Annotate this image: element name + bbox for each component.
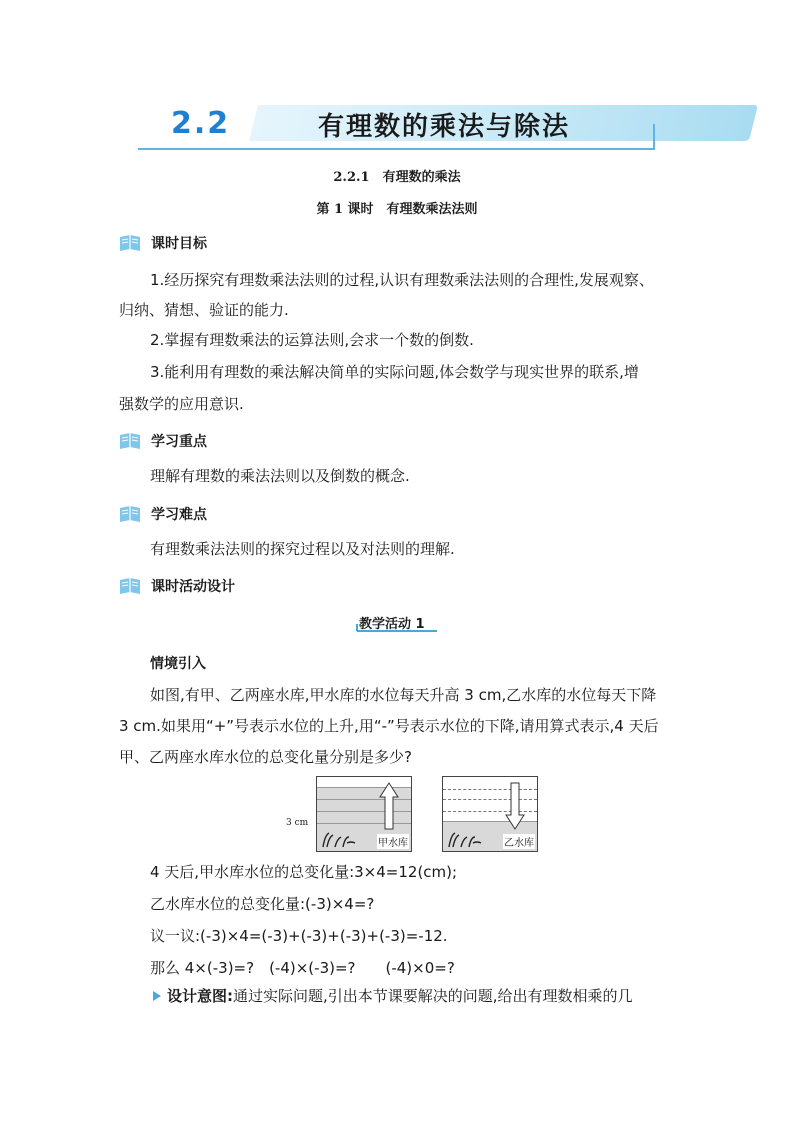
- section-title: 有理数的乘法与除法: [318, 112, 571, 142]
- difficulty-text: 有理数乘法法则的探究过程以及对法则的理解.: [150, 540, 455, 558]
- header-rule: [138, 148, 655, 150]
- arrow-down-icon: [505, 781, 525, 831]
- reservoir-b-caption: 乙水库: [503, 834, 535, 849]
- goal-line: 归纳、猜想、验证的能力.: [119, 301, 289, 319]
- key-point-text: 理解有理数的乘法法则以及倒数的概念.: [150, 467, 410, 485]
- activity-tag: [355, 612, 439, 634]
- grass-icon: [447, 829, 487, 849]
- goal-line: 1.经历探究有理数乘法法则的过程,认识有理数乘法法则的合理性,发展观察、: [150, 271, 654, 289]
- section-label: 学习难点: [151, 507, 207, 523]
- design-intent: [167, 986, 633, 1006]
- section-goals: [119, 232, 207, 254]
- intro-label: 情境引入: [150, 656, 206, 672]
- triangle-bullet-icon: [153, 991, 161, 1001]
- calc-line: 4 天后,甲水库水位的总变化量:3×4=12(cm);: [150, 863, 458, 881]
- section-label: 课时活动设计: [151, 579, 235, 595]
- calc-line: 乙水库水位的总变化量:(-3)×4=?: [150, 895, 375, 913]
- lesson-title: 第 1 课时 有理数乘法法则: [316, 202, 478, 217]
- activity-label: 教学活动 1: [359, 617, 425, 632]
- section-difficulty: [119, 503, 207, 525]
- section-activity-design: [119, 575, 235, 597]
- reservoir-b: [442, 776, 538, 852]
- grass-icon: [321, 829, 361, 849]
- design-intent-label: 设计意图:: [167, 987, 233, 1005]
- design-intent-text: 通过实际问题,引出本节课要解决的问题,给出有理数相乘的几: [233, 987, 633, 1005]
- section-label: 课时目标: [151, 236, 207, 252]
- chapter-header: [138, 100, 658, 156]
- reservoir-a-caption: 甲水库: [377, 834, 409, 849]
- goal-line: 强数学的应用意识.: [119, 395, 244, 413]
- goal-line: 2.掌握有理数乘法的运算法则,会求一个数的倒数.: [150, 331, 474, 349]
- calc-line: 那么 4×(-3)=? (-4)×(-3)=? (-4)×0=?: [150, 959, 455, 977]
- reservoir-figure: [282, 774, 542, 854]
- book-icon: [119, 431, 141, 451]
- section-key-points: [119, 430, 207, 452]
- goal-line: 3.能利用有理数的乘法解决简单的实际问题,体会数学与现实世界的联系,增: [150, 363, 639, 381]
- reservoir-a: [316, 776, 412, 852]
- scale-label: 3 cm: [286, 818, 309, 828]
- book-icon: [119, 504, 141, 524]
- section-number: 2.2: [171, 106, 231, 141]
- arrow-up-icon: [379, 781, 399, 831]
- header-rule-end: [653, 124, 655, 149]
- intro-line: 甲、乙两座水库水位的总变化量分别是多少?: [119, 748, 412, 766]
- intro-line: 3 cm.如果用“+”号表示水位的上升,用“-”号表示水位的下降,请用算式表示,4 天后: [119, 717, 659, 735]
- section-label: 学习重点: [151, 434, 207, 450]
- intro-line: 如图,有甲、乙两座水库,甲水库的水位每天升高 3 cm,乙水库的水位每天下降: [150, 686, 657, 704]
- subsection-title: 2.2.1 有理数的乘法: [333, 170, 461, 185]
- book-icon: [119, 576, 141, 596]
- calc-line: 议一议:(-3)×4=(-3)+(-3)+(-3)+(-3)=-12.: [150, 927, 448, 945]
- book-icon: [119, 233, 141, 253]
